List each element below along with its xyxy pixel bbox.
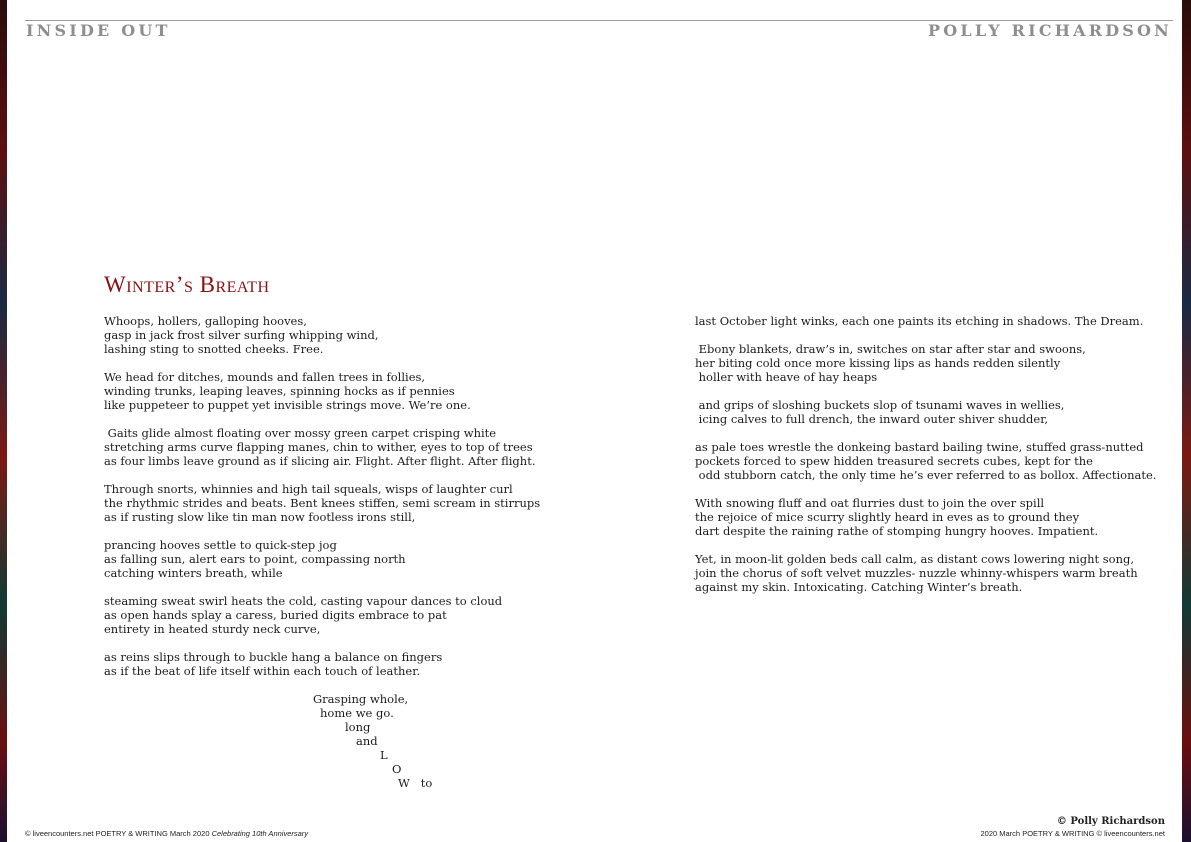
poem-line: We head for ditches, mounds and fallen trees in follies,	[104, 370, 426, 384]
poem-line: join the chorus of soft velvet muzzles- nuzzle whinny-whispers warm breath	[695, 566, 1138, 580]
poem-line: holler with heave of hay heaps	[695, 370, 878, 384]
poem-line: last October light winks, each one paints its etching in shadows. The Dream.	[695, 314, 1144, 328]
poem-title: Winter’s Breath	[104, 272, 270, 297]
poem-line: Yet, in moon-lit golden beds call calm, as distant cows lowering night song,	[695, 552, 1135, 566]
poem-line: as pale toes wrestle the donkeing bastard bailing twine, stuffed grass-nutted	[695, 440, 1144, 454]
footer-credit: © Polly Richardson	[1056, 816, 1165, 827]
footer-anniversary: Celebrating 10th Anniversary	[211, 829, 309, 838]
stanza	[104, 370, 564, 412]
footer-right: 2020 March POETRY & WRITING © liveencounters.net	[980, 829, 1165, 838]
poem-line: icing calves to full drench, the inward outer shiver shudder,	[695, 412, 1049, 426]
poem-line: winding trunks, leaping leaves, spinning hocks as if pennies	[104, 384, 455, 398]
poem-line: Gaits glide almost floating over mossy green carpet crisping white	[104, 426, 497, 440]
stanza	[104, 594, 564, 636]
stanza	[695, 342, 1155, 384]
stanza	[695, 552, 1155, 594]
stanza	[104, 482, 564, 524]
author-name: POLLY RICHARDSON	[928, 21, 1172, 40]
poem-line: stretching arms curve flapping manes, chin to wither, eyes to top of trees	[104, 440, 533, 454]
poem-line: Ebony blankets, draw’s in, switches on star after star and swoons,	[695, 342, 1086, 356]
poem-line: odd stubborn catch, the only time he’s ever referred to as bollox. Affectionate.	[695, 468, 1157, 482]
poem-line: as falling sun, alert ears to point, compassing north	[104, 552, 406, 566]
poem-line: as reins slips through to buckle hang a balance on fingers	[104, 650, 443, 664]
poem-line: as four limbs leave ground as if slicing air. Flight. After flight. After flight.	[104, 454, 536, 468]
cascade-line: and	[356, 734, 378, 748]
stanza	[104, 650, 564, 678]
poem-line: like puppeteer to puppet yet invisible strings move. We’re one.	[104, 398, 471, 412]
poem-line: as if rusting slow like tin man now footless irons still,	[104, 510, 416, 524]
stanza	[695, 314, 1155, 328]
poem-right-column	[695, 314, 1155, 608]
poem-line: her biting cold once more kissing lips as hands redden silently	[695, 356, 1061, 370]
poem-line: dart despite the raining rathe of stomping hungry hooves. Impatient.	[695, 524, 1099, 538]
magazine-page	[7, 0, 1182, 842]
stanza	[695, 440, 1155, 482]
stanza	[104, 426, 564, 468]
poem-line: as if the beat of life itself within each touch of leather.	[104, 664, 421, 678]
cascade-line: Grasping whole,	[313, 692, 409, 706]
footer-publication: © liveencounters.net POETRY & WRITING March 2020	[25, 829, 210, 838]
poem-line: entirety in heated sturdy neck curve,	[104, 622, 321, 636]
stanza	[695, 496, 1155, 538]
cascade-line: W to	[398, 776, 433, 790]
poem-line: the rhythmic strides and beats. Bent knees stiffen, semi scream in stirrups	[104, 496, 541, 510]
stanza	[695, 398, 1155, 426]
stanza	[104, 314, 564, 356]
cascade-line: O	[392, 762, 402, 776]
stanza	[104, 538, 564, 580]
poem-left-column	[104, 314, 564, 692]
poem-line: Whoops, hollers, galloping hooves,	[104, 314, 307, 328]
poem-line: gasp in jack frost silver surfing whipping wind,	[104, 328, 379, 342]
cascade-line: long	[345, 720, 371, 734]
poem-cascade	[104, 692, 564, 802]
footer-left	[25, 829, 308, 838]
poem-line: against my skin. Intoxicating. Catching Winter’s breath.	[695, 580, 1023, 594]
poem-line: the rejoice of mice scurry slightly heard in eves as to ground they	[695, 510, 1080, 524]
poem-line: With snowing fluff and oat flurries dust to join the over spill	[695, 496, 1045, 510]
poem-line: lashing sting to snotted cheeks. Free.	[104, 342, 324, 356]
poem-line: prancing hooves settle to quick-step jog	[104, 538, 337, 552]
cascade-line: L	[380, 748, 388, 762]
cascade-line: home we go.	[320, 706, 394, 720]
poem-line: as open hands splay a caress, buried digits embrace to pat	[104, 608, 447, 622]
poem-line: steaming sweat swirl heats the cold, casting vapour dances to cloud	[104, 594, 503, 608]
poem-line: and grips of sloshing buckets slop of tsunami waves in wellies,	[695, 398, 1065, 412]
poem-line: Through snorts, whinnies and high tail squeals, wisps of laughter curl	[104, 482, 513, 496]
section-title: INSIDE OUT	[26, 21, 171, 40]
poem-line: catching winters breath, while	[104, 566, 283, 580]
poem-line: pockets forced to spew hidden treasured secrets cubes, kept for the	[695, 454, 1093, 468]
